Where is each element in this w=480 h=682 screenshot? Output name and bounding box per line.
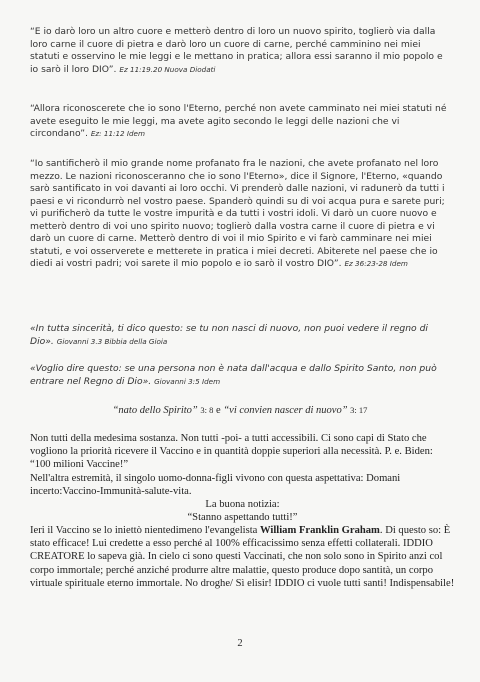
quote-reference: Ez 11:19.20 Nuova Diodati — [119, 64, 216, 74]
quote-john-3-3: «In tutta sincerità, ti dico questo: se tu non nasci di nuovo, non puoi vedere il regno di Dio». Giovanni 3.3 Bibbia della Gioia — [30, 323, 428, 347]
body-paragraph-1: Non tutti della medesima sostanza. Non tutti -poi- a tutti accessibili. Ci sono capi di Stato che vogliono la priorità ricevere il Vaccino e in quantità doppie superiori alla necessità. P. e. Biden: “100 milioni Vaccine!” — [30, 433, 433, 471]
body-paragraph-3: Ieri il Vaccino se lo iniettò nientedimeno l'evangelista William Franklin Graham. Di questo so: È stato efficace! Lui credette a esso perché al 100% efficacissimo senza effetti collaterali. IDDIO CREATORE lo sapeva già. In cielo ci sono questi Vaccinati, che non solo sono in Spirito anzi col corpo immortale; perché anziché produrre altre malattie, questo produce dopo santità, un corpo virtuale spirituale eterno immortale. No droghe/ Sì elisir! IDDIO ci vuole tutti santi! Indispensabile! — [30, 525, 455, 589]
quote-john-3-5: «Voglio dire questo: se una persona non è nata dall'acqua e dallo Spirito Santo, non può entrare nel Regno di Dio». Giovanni 3:5 Idem — [30, 363, 437, 387]
news-quote: “Stanno aspettando tutti!” — [187, 512, 298, 523]
quote-reference: Ez: 11:12 Idem — [90, 129, 145, 138]
evangelist-name: William Franklin Graham — [260, 525, 380, 536]
quote-ezekiel-36-23: “Io santificherò il mio grande nome profanato fra le nazioni, che avete profanato nel loro mezzo. Le nazioni riconosceranno che io sono l'Eterno», dice il Signore, l'Eterno, «quando sarò santificato in voi davanti ai loro occhi. Vi prenderò dalle nazioni, vi radunerò da tutti i paesi e vi ricondurrò nel vostro paese. Spanderò quindi su di voi acqua pura e sarete puri; vi purificherò da tutte le vostre impurità e da tutti i vostri idoli. Vi darò un cuore nuovo e metterò dentro di voi uno spirito nuovo; toglierò dalla vostra carne il cuore di pietra e vi darò un cuore di carne. Metterò dentro di voi il mio Spirito e vi farò camminare nei miei statuti, e voi osserverete e metterete in pratica i miei decreti. Abiterete nel paese che io diedi ai vostri padri; voi sarete il mio popolo e io sarò il vostro DIO”. Ez 36:23-28 Idem — [30, 158, 445, 269]
quote-reference: Ez 36:23-28 Idem — [344, 259, 408, 268]
born-again-citation-line: “nato dello Spirito” 3: 8 e “vi convien nascer di nuovo” 3: 17 — [112, 405, 368, 416]
quote-ezekiel-11-19: “E io darò loro un altro cuore e metterò dentro di loro un nuovo spirito, toglierò via dalla loro carne il cuore di pietra e darò loro un cuore di carne, perché camminino nei miei statuti e osservino le mie leggi e le mettano in pratica; allora essi saranno il mio popolo e io sarò il loro DIO”. Ez 11:19.20 Nuova Diodati — [30, 26, 443, 75]
page-number: 2 — [237, 638, 243, 649]
quote-reference: Giovanni 3:5 Idem — [154, 376, 221, 386]
body-paragraph-2: Nell'altra estremità, il singolo uomo-donna-figli vivono con questa aspettativa: Domani incerto:Vaccino-Immunità-salute-vita. — [30, 473, 401, 498]
quote-ezekiel-11-12: “Allora riconoscerete che io sono l'Eterno, perché non avete camminato nei miei statuti né avete eseguito le mie leggi, ma avete agito secondo le leggi delle nazioni che vi circondano”. Ez: 11:12 Idem — [30, 103, 447, 139]
news-heading: La buona notizia: — [205, 499, 280, 510]
quote-reference: Giovanni 3.3 Bibbia della Gioia — [56, 336, 168, 346]
